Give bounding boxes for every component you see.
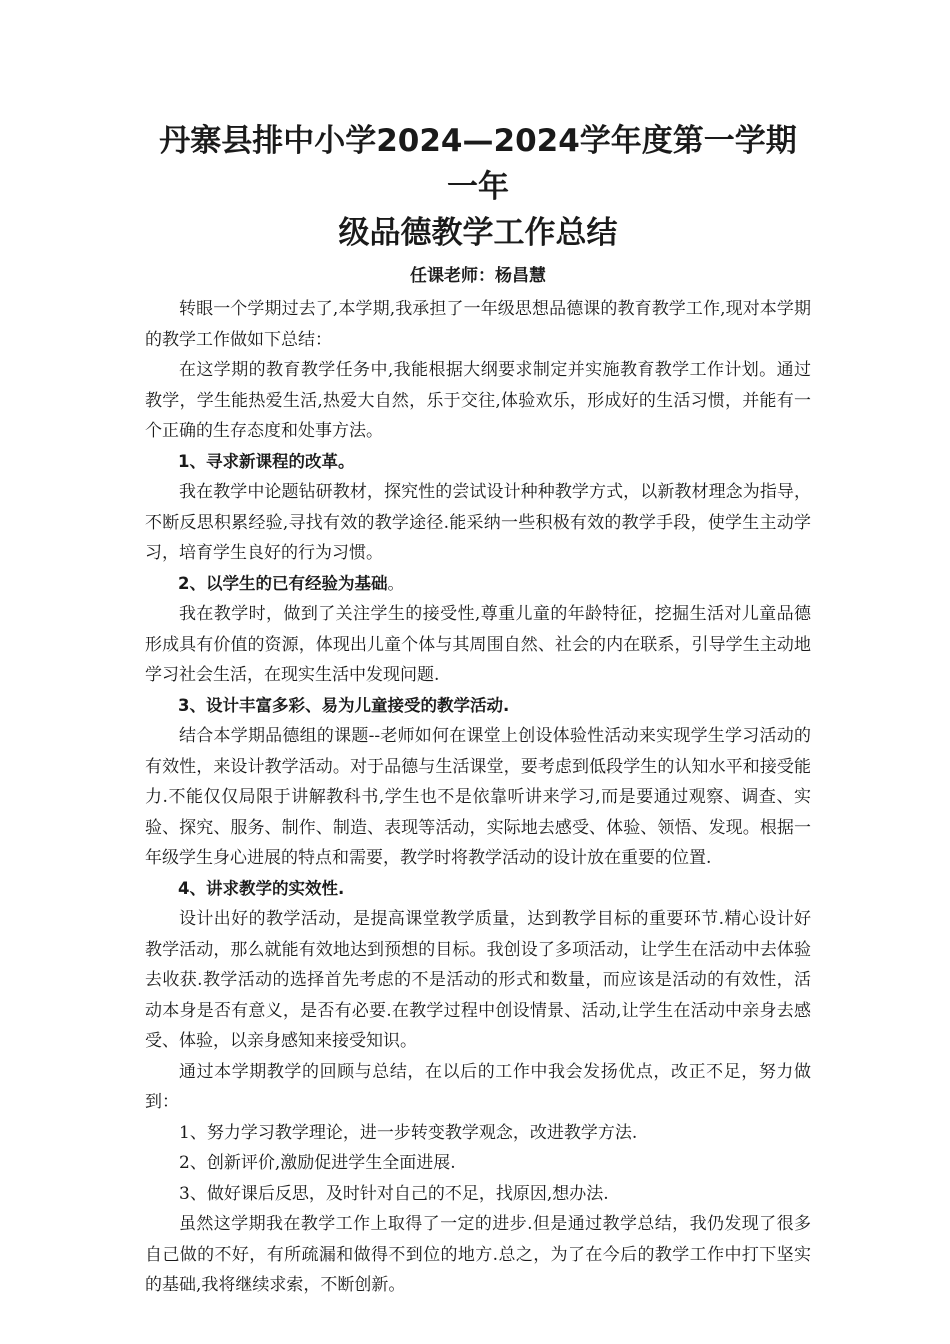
paragraph-conclusion: 虽然这学期我在教学工作上取得了一定的进步.但是通过教学总结，我仍发现了很多自己做的不好，有所疏漏和做得不到位的地方.总之，为了在今后的教学工作中打下坚实的基础,我将继续求索，不断创新。 — [145, 1214, 811, 1295]
document-page — [145, 118, 811, 1301]
title-line-2: 级品德教学工作总结 — [338, 215, 618, 251]
section-heading-2-text: 2、以学生的已有经验为基础 — [178, 573, 388, 593]
section-heading-1: 1、寻求新课程的改革。 — [178, 451, 355, 471]
teacher-label: 任课老师： — [410, 266, 495, 286]
list-item-2: 2、创新评价,激励促进学生全面进展. — [179, 1153, 456, 1173]
document-title — [145, 118, 811, 256]
list-item-1: 1、努力学习教学理论，进一步转变教学观念，改进教学方法. — [179, 1122, 638, 1143]
paragraph-review: 通过本学期教学的回顾与总结，在以后的工作中我会发扬优点，改正不足，努力做到： — [145, 1061, 811, 1112]
paragraph-intro: 转眼一个学期过去了,本学期,我承担了一年级思想品德课的教育教学工作,现对本学期的教学工作做如下总结： — [145, 299, 811, 350]
paragraph-section-2: 我在教学时，做到了关注学生的接受性,尊重儿童的年龄特征，挖掘生活对儿童品德形成具有价值的资源，体现出儿童个体与其周围自然、社会的内在联系，引导学生主动地学习社会生活，在现实生活中发现问题. — [145, 604, 811, 685]
document-body — [145, 294, 811, 1301]
section-heading-2-suffix: 。 — [387, 573, 404, 593]
section-heading-2 — [145, 569, 811, 600]
paragraph-plan: 在这学期的教育教学任务中,我能根据大纲要求制定并实施教育教学工作计划。通过教学，学生能热爱生活,热爱大自然，乐于交往,体验欢乐，形成好的生活习惯，并能有一个正确的生存态度和处事方法。 — [145, 360, 811, 441]
teacher-line — [145, 262, 811, 290]
title-line-1: 丹寨县排中小学2024—2024学年度第一学期一年 — [159, 123, 797, 205]
list-item-3: 3、做好课后反思，及时针对自己的不足，找原因,想办法. — [179, 1183, 609, 1204]
paragraph-section-3: 结合本学期品德组的课题--老师如何在课堂上创设体验性活动来实现学生学习活动的有效性，来设计教学活动。对于品德与生活课堂，要考虑到低段学生的认知水平和接受能力.不能仅仅局限于讲解教科书,学生也不是依靠听讲来学习,而是要通过观察、调查、实验、探究、服务、制作、制造、表现等活动，实际地去感受、体验、领悟、发现。根据一年级学生身心进展的特点和需要，教学时将教学活动的设计放在重要的位置. — [145, 726, 811, 868]
section-heading-3: 3、设计丰富多彩、易为儿童接受的教学活动. — [178, 695, 510, 715]
section-heading-4: 4、讲求教学的实效性. — [178, 878, 345, 898]
paragraph-section-1: 我在教学中论题钻研教材，探究性的尝试设计种种教学方式，以新教材理念为指导，不断反思积累经验,寻找有效的教学途径.能采纳一些积极有效的教学手段，使学生主动学习，培育学生良好的行为习惯。 — [145, 482, 811, 563]
teacher-name: 杨昌慧 — [495, 266, 546, 286]
paragraph-section-4: 设计出好的教学活动，是提高课堂教学质量，达到教学目标的重要环节.精心设计好教学活动，那么就能有效地达到预想的目标。我创设了多项活动，让学生在活动中去体验去收获.教学活动的选择首先考虑的不是活动的形式和数量，而应该是活动的有效性，活动本身是否有意义，是否有必要.在教学过程中创设情景、活动,让学生在活动中亲身去感受、体验，以亲身感知来接受知识。 — [145, 909, 811, 1051]
